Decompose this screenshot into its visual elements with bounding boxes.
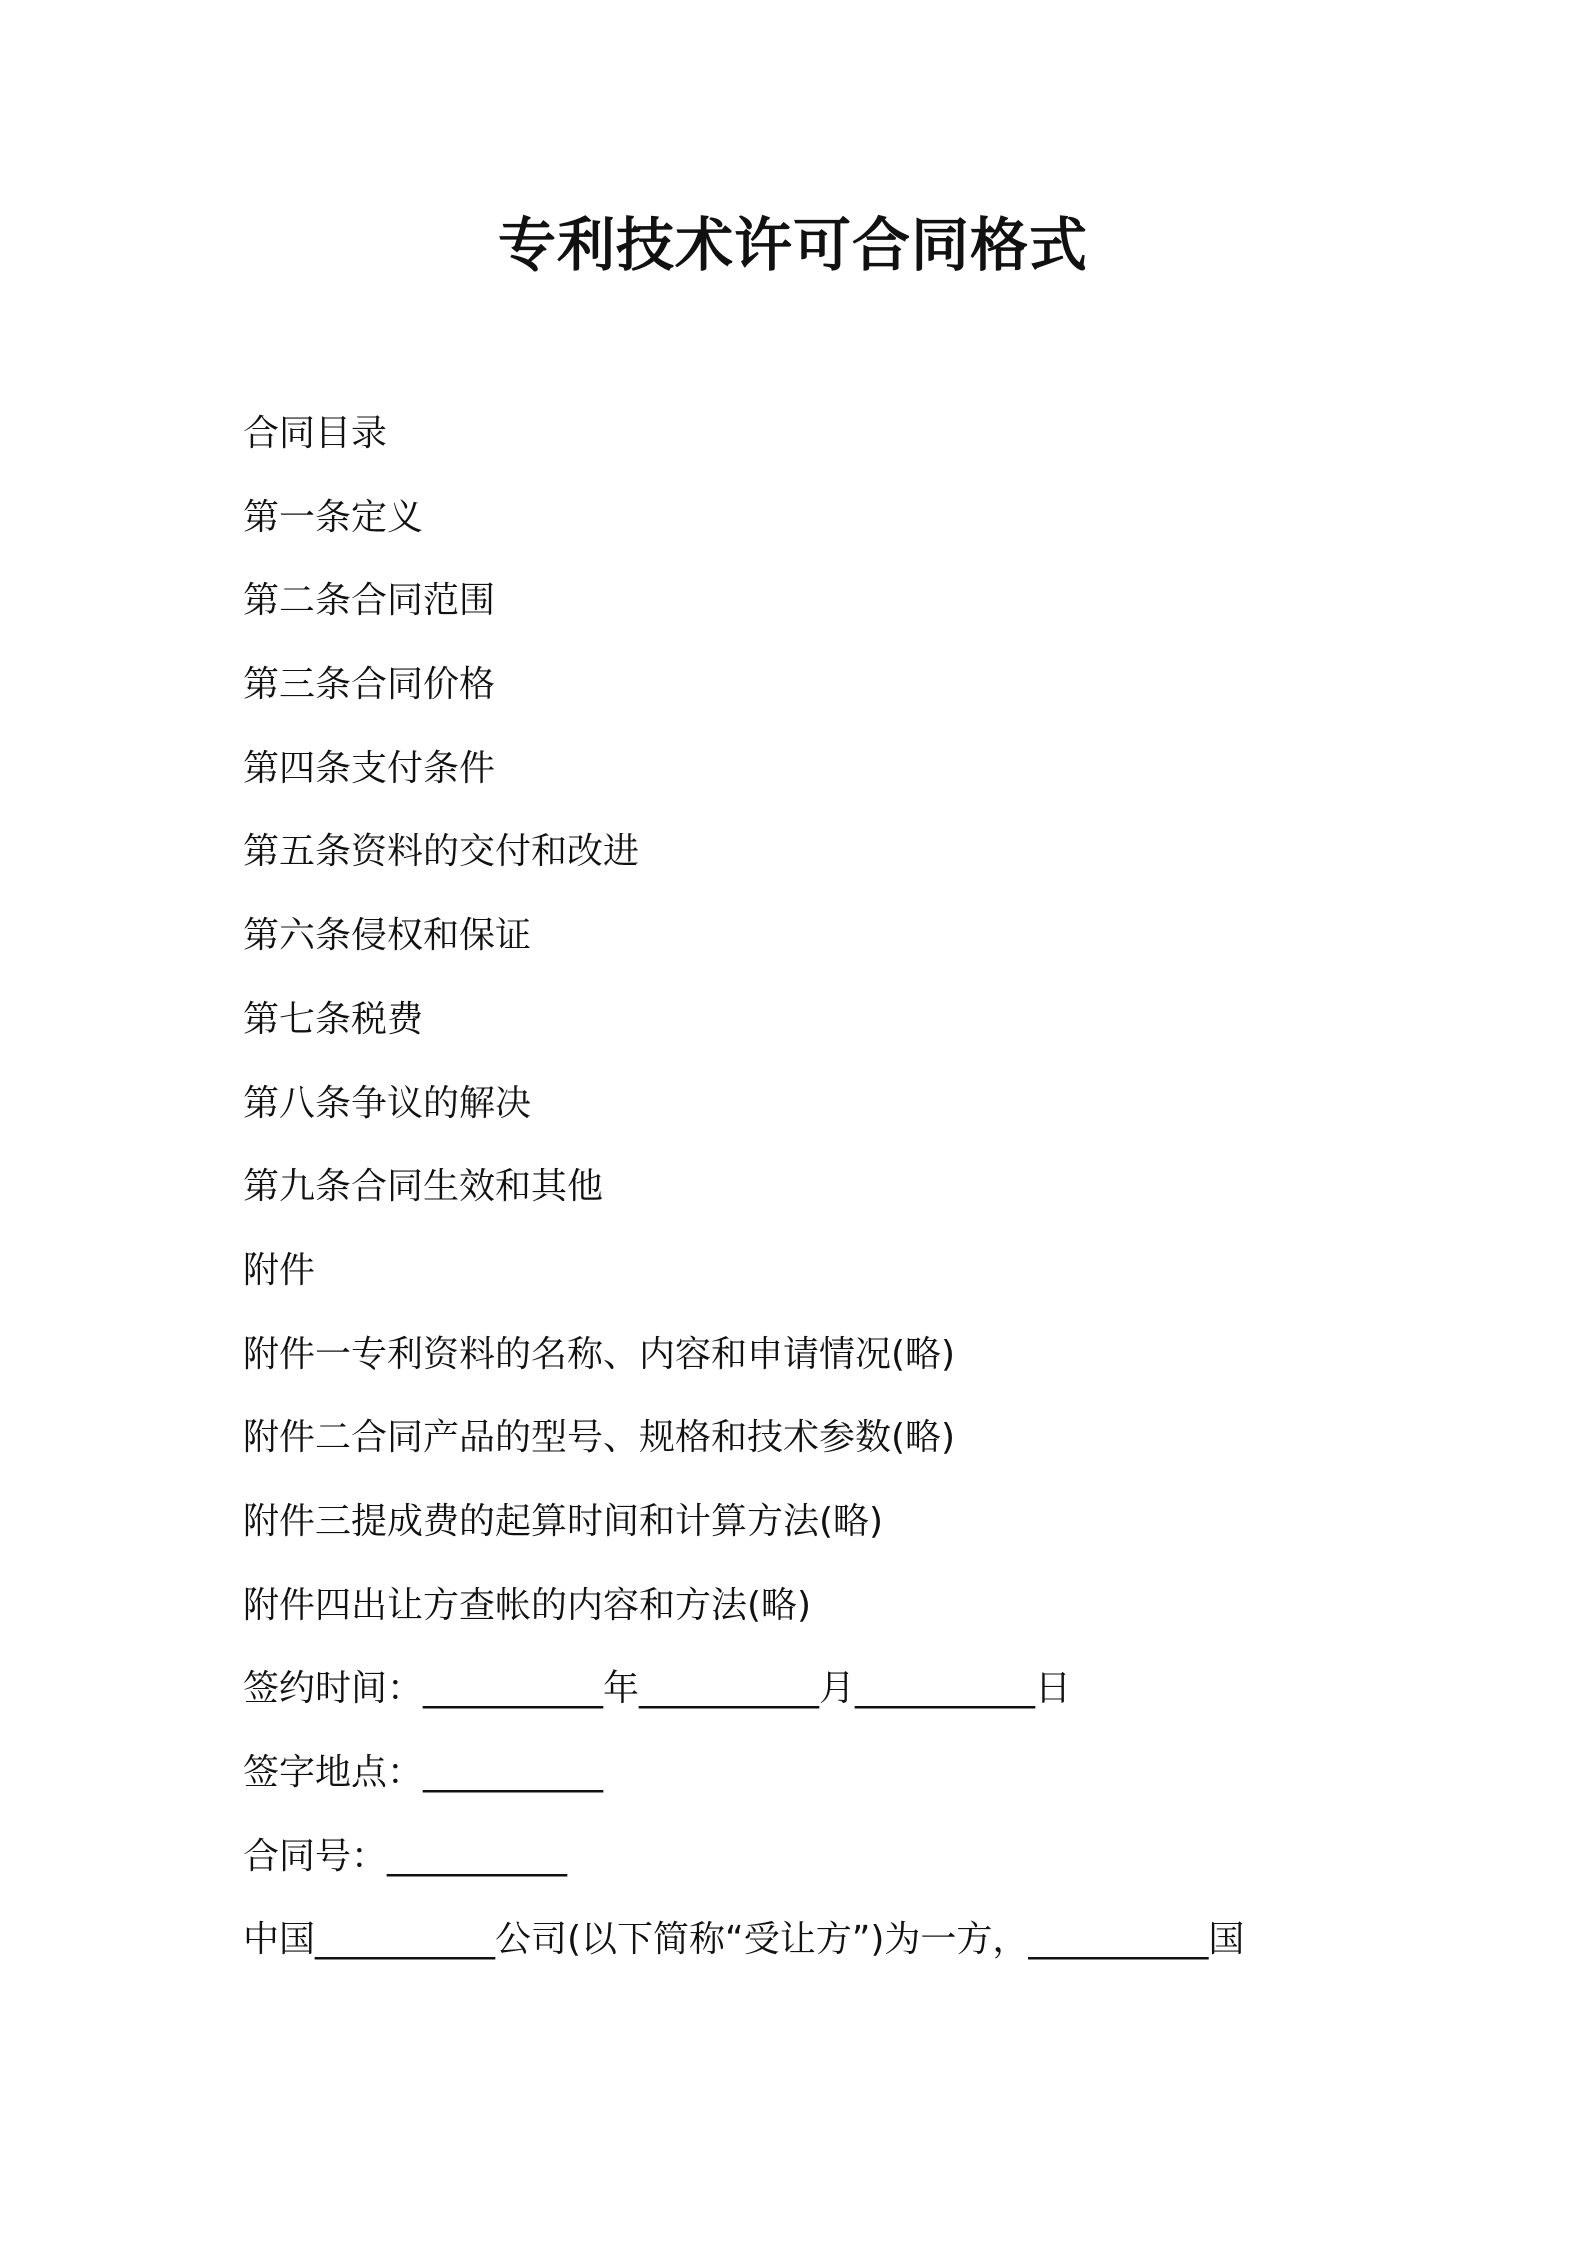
toc-item-attachment-2: 附件二合同产品的型号、规格和技术参数(略) xyxy=(243,1417,956,1459)
toc-item-article-2: 第二条合同范围 xyxy=(243,580,496,622)
document-title: 专利技术许可合同格式 xyxy=(497,211,1088,279)
contract-number-line: 合同号：__________ xyxy=(243,1835,568,1877)
toc-item-article-7: 第七条税费 xyxy=(243,998,424,1040)
toc-item-attachment-3: 附件三提成费的起算时间和计算方法(略) xyxy=(243,1500,884,1542)
toc-heading: 合同目录 xyxy=(243,413,388,454)
toc-item-article-9: 第九条合同生效和其他 xyxy=(243,1166,604,1208)
parties-intro-line: 中国__________公司(以下简称“受让方”)为一方，__________国 xyxy=(243,1919,1245,1961)
toc-item-article-6: 第六条侵权和保证 xyxy=(243,915,532,957)
signing-place-line: 签字地点：__________ xyxy=(243,1752,604,1793)
toc-item-attachment-4: 附件四出让方查帐的内容和方法(略) xyxy=(243,1584,812,1626)
toc-item-article-3: 第三条合同价格 xyxy=(243,664,496,706)
toc-item-article-4: 第四条支付条件 xyxy=(243,747,496,789)
toc-item-attachment-1: 附件一专利资料的名称、内容和申请情况(略) xyxy=(243,1333,956,1375)
toc-item-article-5: 第五条资料的交付和改进 xyxy=(243,831,640,873)
toc-item-article-8: 第八条争议的解决 xyxy=(243,1082,532,1124)
signing-date-line: 签约时间：__________年__________月__________日 xyxy=(243,1668,1072,1710)
toc-item-attachments: 附件 xyxy=(243,1249,316,1291)
toc-item-article-1: 第一条定义 xyxy=(243,496,424,538)
document-body xyxy=(243,404,1403,1994)
